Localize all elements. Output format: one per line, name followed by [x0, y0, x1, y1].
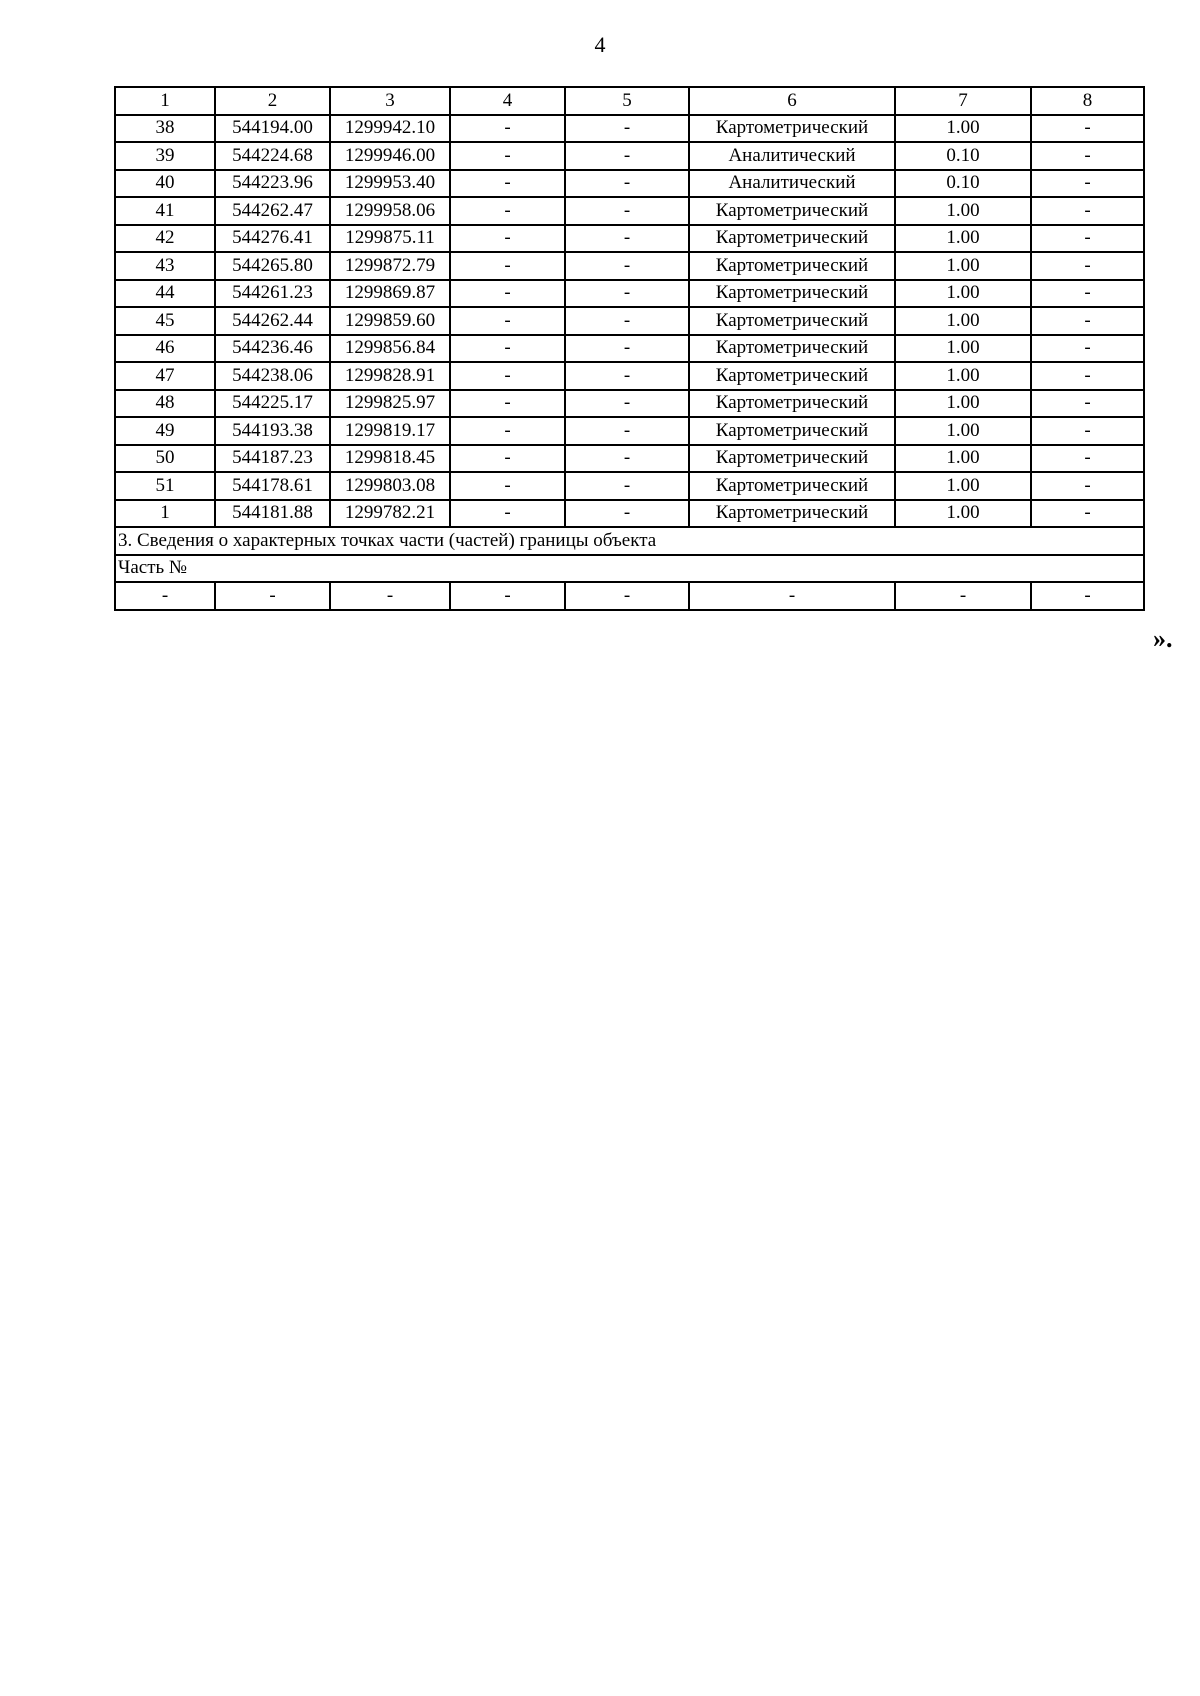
- empty-part-row: [115, 582, 1144, 610]
- table-row: [115, 417, 1144, 445]
- table-cell-col-4: -: [450, 500, 565, 528]
- table-cell-col-6: Картометрический: [689, 335, 895, 363]
- table-cell-col-1: 40: [115, 170, 215, 198]
- table-cell-col-2: 544238.06: [215, 362, 330, 390]
- table-cell-col-2: -: [215, 582, 330, 610]
- table-cell-col-1: 43: [115, 252, 215, 280]
- table-cell-col-7: 7: [895, 87, 1031, 115]
- table-cell-col-1: 42: [115, 225, 215, 253]
- table-cell-col-2: 544224.68: [215, 142, 330, 170]
- table-cell-col-5: -: [565, 307, 689, 335]
- table-cell-col-8: -: [1031, 142, 1144, 170]
- table-cell-col-8: -: [1031, 362, 1144, 390]
- table-cell-col-4: -: [450, 335, 565, 363]
- table-cell-col-8: -: [1031, 170, 1144, 198]
- table-cell-col-8: -: [1031, 307, 1144, 335]
- table-cell-col-5: -: [565, 582, 689, 610]
- table-cell-col-8: -: [1031, 197, 1144, 225]
- table-cell-col-3: 1299856.84: [330, 335, 450, 363]
- table-cell-col-8: -: [1031, 472, 1144, 500]
- table-cell-col-4: -: [450, 170, 565, 198]
- table-cell-col-2: 544223.96: [215, 170, 330, 198]
- table-cell-col-6: Картометрический: [689, 417, 895, 445]
- table-cell-col-1: 49: [115, 417, 215, 445]
- table-cell-col-7: 0.10: [895, 142, 1031, 170]
- table-cell-col-2: 544261.23: [215, 280, 330, 308]
- table-cell-col-8: -: [1031, 252, 1144, 280]
- table-cell-col-7: 1.00: [895, 115, 1031, 143]
- table-cell-col-8: -: [1031, 115, 1144, 143]
- table-cell-col-5: -: [565, 472, 689, 500]
- table-cell-col-7: 0.10: [895, 170, 1031, 198]
- table-cell-col-4: -: [450, 197, 565, 225]
- table-cell-col-4: -: [450, 390, 565, 418]
- table-cell-col-8: -: [1031, 500, 1144, 528]
- table-cell-col-1: 39: [115, 142, 215, 170]
- table-cell-col-5: -: [565, 500, 689, 528]
- table-cell-col-5: -: [565, 252, 689, 280]
- table-row: [115, 280, 1144, 308]
- table-cell-col-4: -: [450, 472, 565, 500]
- table-cell-col-4: -: [450, 225, 565, 253]
- table-cell-col-6: Картометрический: [689, 445, 895, 473]
- table-cell-col-3: 1299942.10: [330, 115, 450, 143]
- table-cell-col-5: -: [565, 170, 689, 198]
- table-cell-col-2: 544236.46: [215, 335, 330, 363]
- table-cell-col-3: 1299869.87: [330, 280, 450, 308]
- table-row: [115, 362, 1144, 390]
- table-row: [115, 472, 1144, 500]
- table-cell-col-4: -: [450, 280, 565, 308]
- table-cell-col-6: Картометрический: [689, 362, 895, 390]
- table-cell-col-4: -: [450, 582, 565, 610]
- table-cell-col-3: 1299825.97: [330, 390, 450, 418]
- table-cell-col-3: 1299782.21: [330, 500, 450, 528]
- table-cell-col-4: 4: [450, 87, 565, 115]
- table-cell-col-6: Картометрический: [689, 472, 895, 500]
- table-cell-col-8: 8: [1031, 87, 1144, 115]
- table-cell-col-1: 48: [115, 390, 215, 418]
- table-cell-col-6: Картометрический: [689, 197, 895, 225]
- table-row: [115, 225, 1144, 253]
- closing-quote-mark: ».: [1153, 624, 1173, 653]
- table-cell-col-2: 544181.88: [215, 500, 330, 528]
- table-cell-col-4: -: [450, 252, 565, 280]
- table-row: [115, 307, 1144, 335]
- table-cell-col-7: -: [895, 582, 1031, 610]
- table-cell-col-5: -: [565, 197, 689, 225]
- table-cell-col-2: 544225.17: [215, 390, 330, 418]
- table-cell-col-6: Аналитический: [689, 170, 895, 198]
- part-number-row-cell: Часть №: [115, 555, 1144, 583]
- table-cell-col-2: 544187.23: [215, 445, 330, 473]
- table-cell-col-5: -: [565, 390, 689, 418]
- table-row: [115, 252, 1144, 280]
- table-row: [115, 445, 1144, 473]
- table-cell-col-7: 1.00: [895, 252, 1031, 280]
- table-cell-col-8: -: [1031, 390, 1144, 418]
- table-cell-col-6: Картометрический: [689, 390, 895, 418]
- table-cell-col-1: 51: [115, 472, 215, 500]
- table-cell-col-7: 1.00: [895, 390, 1031, 418]
- table-cell-col-1: 41: [115, 197, 215, 225]
- table-row: [115, 115, 1144, 143]
- section-title-row-cell: 3. Сведения о характерных точках части (частей) границы объекта: [115, 527, 1144, 555]
- table-cell-col-5: -: [565, 445, 689, 473]
- table-cell-col-6: -: [689, 582, 895, 610]
- table-cell-col-8: -: [1031, 335, 1144, 363]
- table-body: [115, 87, 1144, 610]
- table-cell-col-4: -: [450, 362, 565, 390]
- table-cell-col-6: Аналитический: [689, 142, 895, 170]
- table-cell-col-8: -: [1031, 445, 1144, 473]
- table-cell-col-5: -: [565, 115, 689, 143]
- table-row: [115, 142, 1144, 170]
- table-cell-col-5: -: [565, 225, 689, 253]
- table-cell-col-1: 46: [115, 335, 215, 363]
- table-cell-col-6: Картометрический: [689, 225, 895, 253]
- table-cell-col-7: 1.00: [895, 335, 1031, 363]
- table-cell-col-4: -: [450, 445, 565, 473]
- table-cell-col-1: 45: [115, 307, 215, 335]
- table-cell-col-5: -: [565, 280, 689, 308]
- section-title-row: [115, 527, 1144, 555]
- table-cell-col-4: -: [450, 142, 565, 170]
- table-cell-col-6: Картометрический: [689, 307, 895, 335]
- table-cell-col-7: 1.00: [895, 472, 1031, 500]
- table-cell-col-5: -: [565, 142, 689, 170]
- table-cell-col-6: 6: [689, 87, 895, 115]
- table-cell-col-2: 544262.47: [215, 197, 330, 225]
- table-row: [115, 170, 1144, 198]
- table-row: [115, 500, 1144, 528]
- table-row: [115, 390, 1144, 418]
- table-cell-col-7: 1.00: [895, 417, 1031, 445]
- table-cell-col-3: 1299818.45: [330, 445, 450, 473]
- table-cell-col-1: 38: [115, 115, 215, 143]
- table-cell-col-2: 544262.44: [215, 307, 330, 335]
- table-cell-col-8: -: [1031, 225, 1144, 253]
- table-cell-col-1: 1: [115, 87, 215, 115]
- table-cell-col-1: 47: [115, 362, 215, 390]
- table-cell-col-7: 1.00: [895, 445, 1031, 473]
- table-cell-col-8: -: [1031, 417, 1144, 445]
- table-cell-col-7: 1.00: [895, 225, 1031, 253]
- table-cell-col-6: Картометрический: [689, 252, 895, 280]
- table-cell-col-6: Картометрический: [689, 280, 895, 308]
- table-cell-col-1: -: [115, 582, 215, 610]
- table-cell-col-5: 5: [565, 87, 689, 115]
- table-cell-col-6: Картометрический: [689, 500, 895, 528]
- table-cell-col-3: 1299859.60: [330, 307, 450, 335]
- table-cell-col-2: 2: [215, 87, 330, 115]
- table-cell-col-4: -: [450, 307, 565, 335]
- part-number-row: [115, 555, 1144, 583]
- table-cell-col-3: -: [330, 582, 450, 610]
- table-row: [115, 197, 1144, 225]
- table-cell-col-3: 3: [330, 87, 450, 115]
- table-cell-col-8: -: [1031, 280, 1144, 308]
- table-cell-col-8: -: [1031, 582, 1144, 610]
- table-cell-col-3: 1299803.08: [330, 472, 450, 500]
- table-cell-col-2: 544178.61: [215, 472, 330, 500]
- table-cell-col-1: 50: [115, 445, 215, 473]
- table-cell-col-1: 1: [115, 500, 215, 528]
- table-cell-col-4: -: [450, 417, 565, 445]
- table-cell-col-1: 44: [115, 280, 215, 308]
- table-cell-col-2: 544276.41: [215, 225, 330, 253]
- boundary-points-table: [114, 86, 1145, 611]
- table-cell-col-3: 1299946.00: [330, 142, 450, 170]
- table-cell-col-3: 1299872.79: [330, 252, 450, 280]
- table-cell-col-5: -: [565, 417, 689, 445]
- table-cell-col-7: 1.00: [895, 280, 1031, 308]
- table-cell-col-6: Картометрический: [689, 115, 895, 143]
- table-cell-col-3: 1299875.11: [330, 225, 450, 253]
- table-cell-col-3: 1299819.17: [330, 417, 450, 445]
- table-cell-col-7: 1.00: [895, 362, 1031, 390]
- table-cell-col-4: -: [450, 115, 565, 143]
- table-cell-col-7: 1.00: [895, 307, 1031, 335]
- table-header-row: [115, 87, 1144, 115]
- table-cell-col-3: 1299953.40: [330, 170, 450, 198]
- table-cell-col-2: 544194.00: [215, 115, 330, 143]
- table-cell-col-3: 1299828.91: [330, 362, 450, 390]
- table-cell-col-5: -: [565, 362, 689, 390]
- table-cell-col-5: -: [565, 335, 689, 363]
- table-cell-col-7: 1.00: [895, 500, 1031, 528]
- table-cell-col-3: 1299958.06: [330, 197, 450, 225]
- page-number: 4: [594, 32, 606, 57]
- table-cell-col-7: 1.00: [895, 197, 1031, 225]
- table-cell-col-2: 544193.38: [215, 417, 330, 445]
- table-cell-col-2: 544265.80: [215, 252, 330, 280]
- table-row: [115, 335, 1144, 363]
